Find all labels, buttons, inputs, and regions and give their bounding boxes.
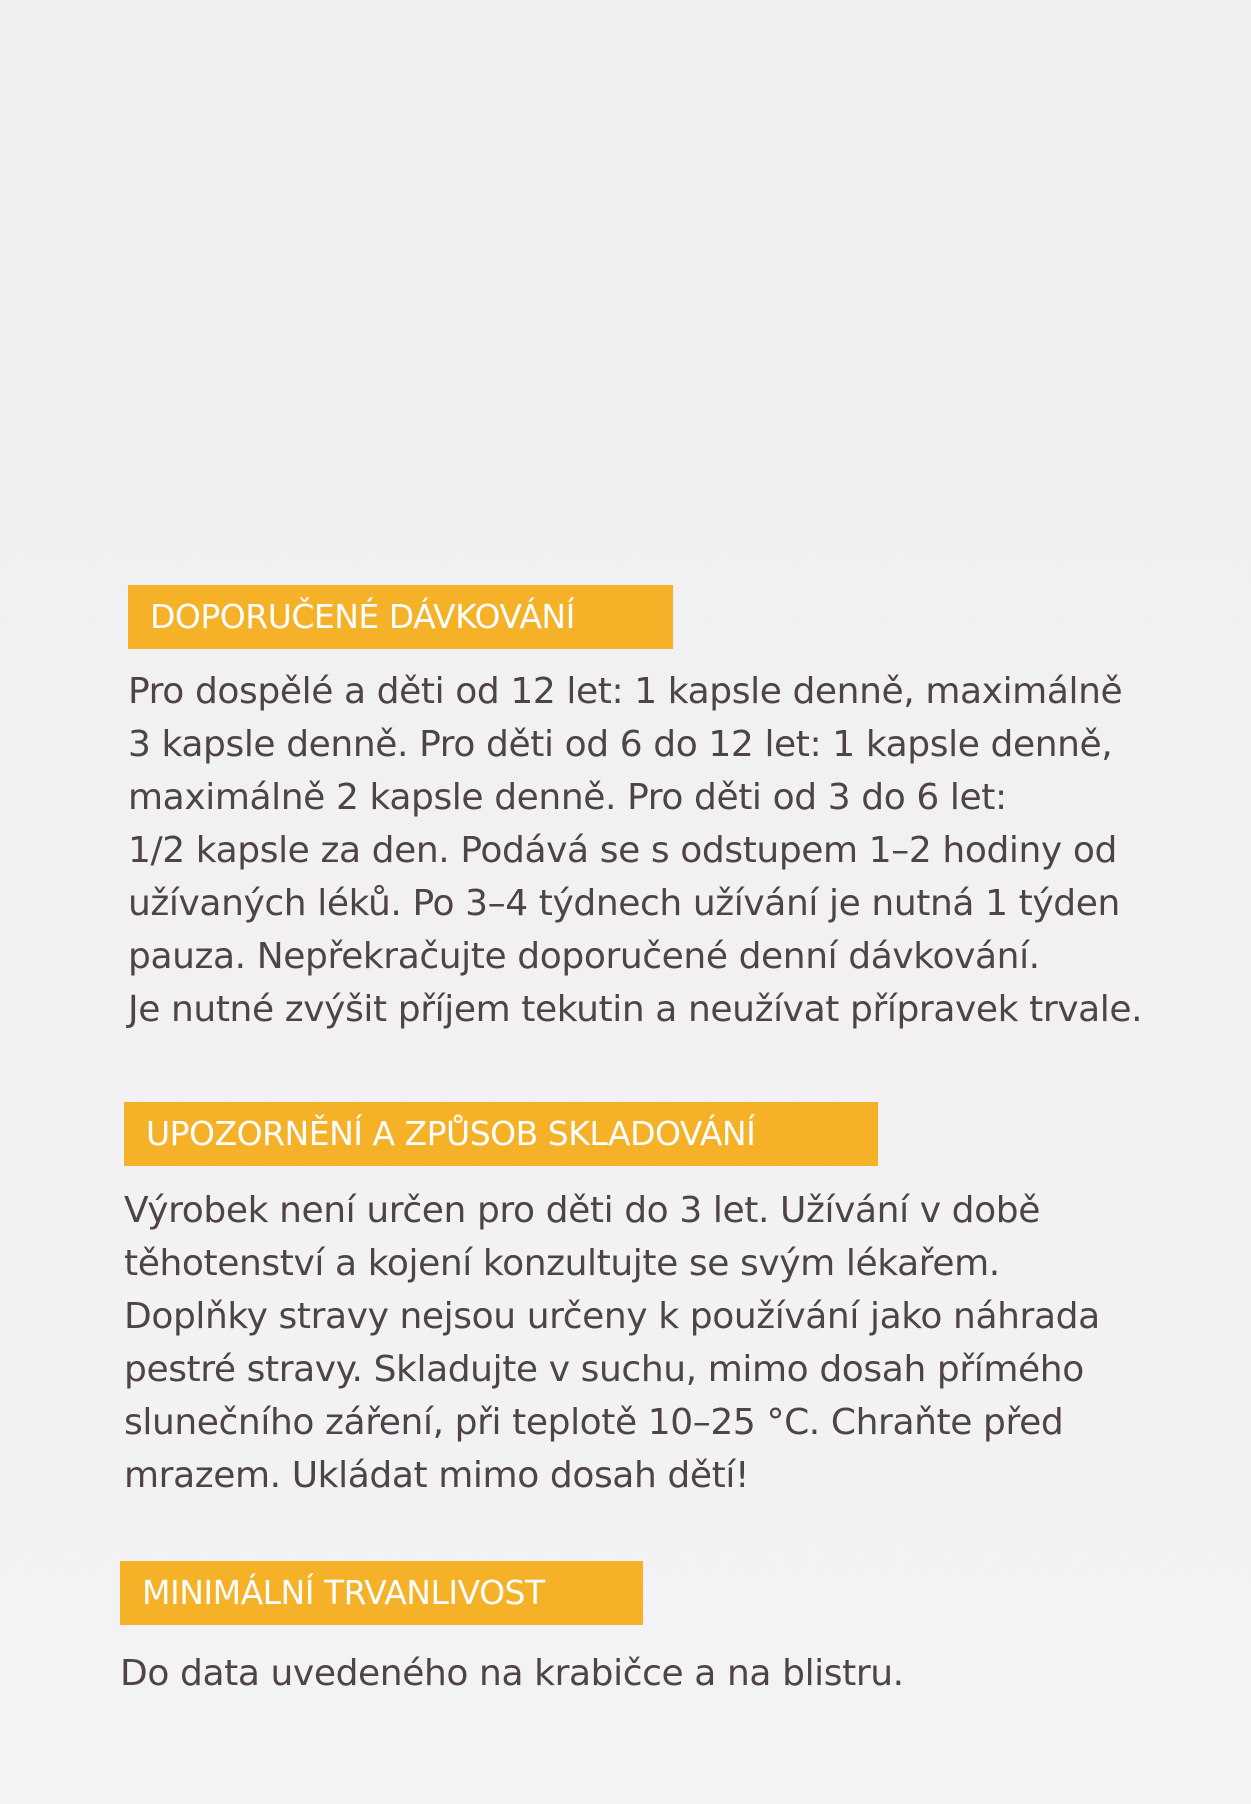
section-body-shelf-life — [120, 1647, 1251, 1700]
section-recommended-dosage — [128, 585, 1251, 1036]
section-heading-warnings: UPOZORNĚNÍ A ZPŮSOB SKLADOVÁNÍ — [124, 1102, 878, 1166]
section-heading-dosage: DOPORUČENÉ DÁVKOVÁNÍ — [128, 585, 673, 649]
text-line: Výrobek není určen pro děti do 3 let. Užívání v době — [124, 1190, 1040, 1231]
section-heading-shelf-life: MINIMÁLNÍ TRVANLIVOST — [120, 1561, 643, 1625]
text-line: slunečního záření, při teplotě 10–25 °C. Chraňte před — [124, 1402, 1064, 1443]
section-shelf-life — [120, 1561, 1251, 1700]
section-warnings-storage — [124, 1102, 1251, 1502]
text-line: 3 kapsle denně. Pro děti od 6 do 12 let: 1 kapsle denně, — [128, 724, 1113, 765]
text-line: pestré stravy. Skladujte v suchu, mimo dosah přímého — [124, 1349, 1084, 1390]
text-line: pauza. Nepřekračujte doporučené denní dávkování. — [128, 936, 1040, 977]
text-line: Pro dospělé a děti od 12 let: 1 kapsle denně, maximálně — [128, 671, 1123, 712]
text-line: užívaných léků. Po 3–4 týdnech užívání je nutná 1 týden — [128, 883, 1120, 924]
text-line: těhotenství a kojení konzultujte se svým lékařem. — [124, 1243, 1000, 1284]
section-body-dosage — [128, 665, 1251, 1036]
text-line: maximálně 2 kapsle denně. Pro děti od 3 do 6 let: — [128, 777, 1007, 818]
section-body-warnings — [124, 1184, 1251, 1502]
text-line: 1/2 kapsle za den. Podává se s odstupem 1–2 hodiny od — [128, 830, 1117, 871]
text-line: Je nutné zvýšit příjem tekutin a neužívat přípravek trvale. — [128, 989, 1143, 1030]
text-line: mrazem. Ukládat mimo dosah dětí! — [124, 1455, 749, 1496]
text-line: Doplňky stravy nejsou určeny k používání jako náhrada — [124, 1296, 1100, 1337]
text-line: Do data uvedeného na krabičce a na blistru. — [120, 1653, 904, 1694]
